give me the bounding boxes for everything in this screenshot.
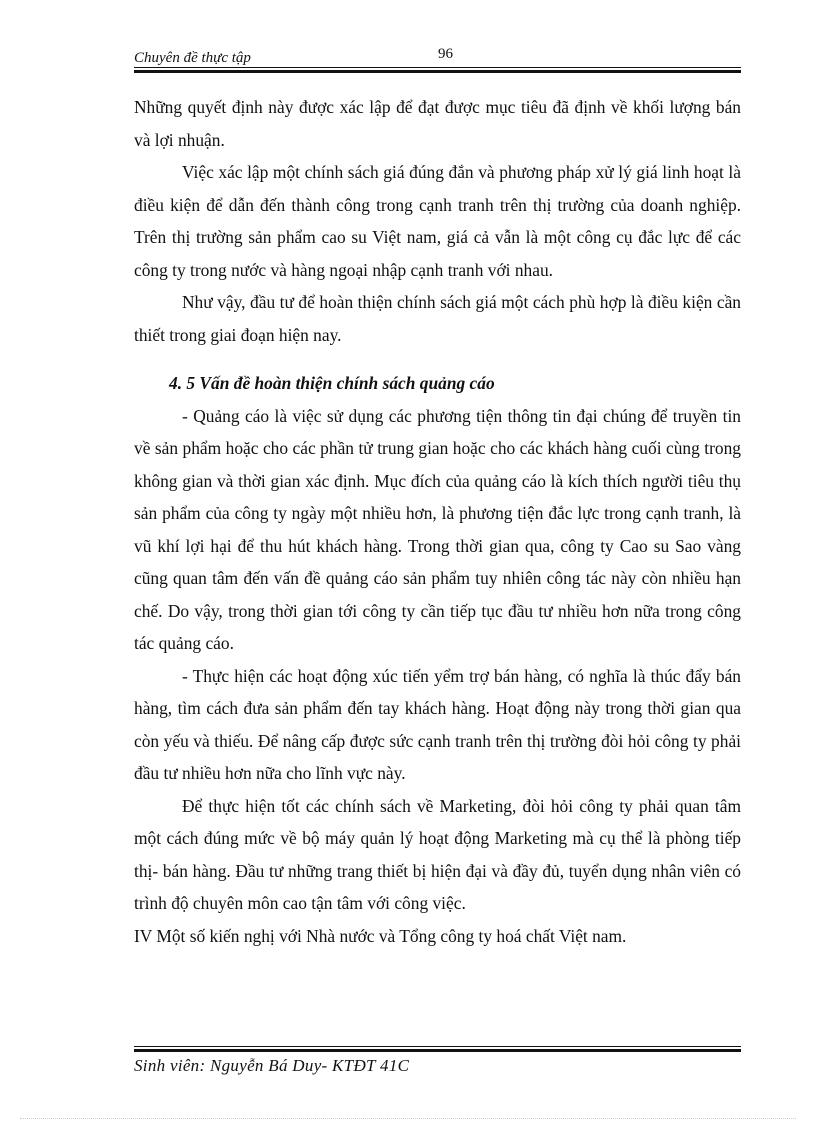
paragraph-4: - Quảng cáo là việc sử dụng các phương tiện thông tin đại chúng để truyền tin về sản phẩm hoặc cho các phần tử trung gian hoặc cho các khách hàng cuối cùng trong không gian và thời gian xác định. Mục đích của quảng cáo là kích thích người tiêu thụ sản phẩm của công ty ngày một nhiều hơn, là phương tiện đắc lực trong cạnh tranh, là vũ khí lợi hại để thu hút khách hàng. Trong thời gian qua, công ty Cao su Sao vàng cũng quan tâm đến vấn đề quảng cáo sản phẩm tuy nhiên công tác này còn nhiều hạn chế. Do vậy, trong thời gian tới công ty cần tiếp tục đầu tư nhiều hơn nữa trong công tác quảng cáo.: [134, 405, 741, 653]
paragraph-6: Để thực hiện tốt các chính sách về Marketing, đòi hỏi công ty phải quan tâm một cách đúng mức về bộ máy quản lý hoạt động Marketing mà cụ thể là phòng tiếp thị- bán hàng. Đầu tư những trang thiết bị hiện đại và đầy đủ, tuyển dụng nhân viên có trình độ chuyên môn cao tận tâm với công việc.: [134, 795, 741, 913]
page-header: [134, 44, 741, 74]
closing-line: IV Một số kiến nghị với Nhà nước và Tổng công ty hoá chất Việt nam.: [134, 925, 627, 946]
page-number: 96: [438, 46, 453, 62]
page-edge-dotted-line: [20, 1118, 796, 1119]
page-footer: [134, 1046, 741, 1086]
paragraph-2: Việc xác lập một chính sách giá đúng đắn và phương pháp xử lý giá linh hoạt là điều kiện để dẫn đến thành công trong cạnh tranh trên thị trường của doanh nghiệp. Trên thị trường sản phẩm cao su Việt nam, giá cả vẫn là một công cụ đắc lực để các công ty trong nước và hàng ngoại nhập cạnh tranh với nhau.: [134, 162, 741, 280]
paragraph-3: Như vậy, đầu tư để hoàn thiện chính sách giá một cách phù hợp là điều kiện cần thiết trong giai đoạn hiện nay.: [134, 292, 741, 345]
header-rule-thin: [134, 67, 741, 68]
header-rule-thick: [134, 70, 741, 73]
paragraph-1: Những quyết định này được xác lập để đạt được mục tiêu đã định về khối lượng bán và lợi nhuận.: [134, 97, 741, 150]
footer-rule-thick: [134, 1049, 741, 1052]
header-section-title: Chuyên đề thực tập: [134, 50, 251, 66]
footer-author: Sinh viên: Nguyễn Bá Duy- KTĐT 41C: [134, 1056, 410, 1075]
footer-rule-thin: [134, 1046, 741, 1047]
paragraph-5: - Thực hiện các hoạt động xúc tiến yểm trợ bán hàng, có nghĩa là thúc đẩy bán hàng, tìm cách đưa sản phẩm đến tay khách hàng. Hoạt động này trong thời gian qua còn yếu và thiếu. Để nâng cấp được sức cạnh tranh trên thị trường đòi hỏi công ty phải đầu tư nhiều hơn nữa cho lĩnh vực này.: [134, 665, 741, 783]
body-content: [134, 91, 741, 952]
section-heading: 4. 5 Vấn đề hoàn thiện chính sách quảng cáo: [169, 373, 495, 393]
